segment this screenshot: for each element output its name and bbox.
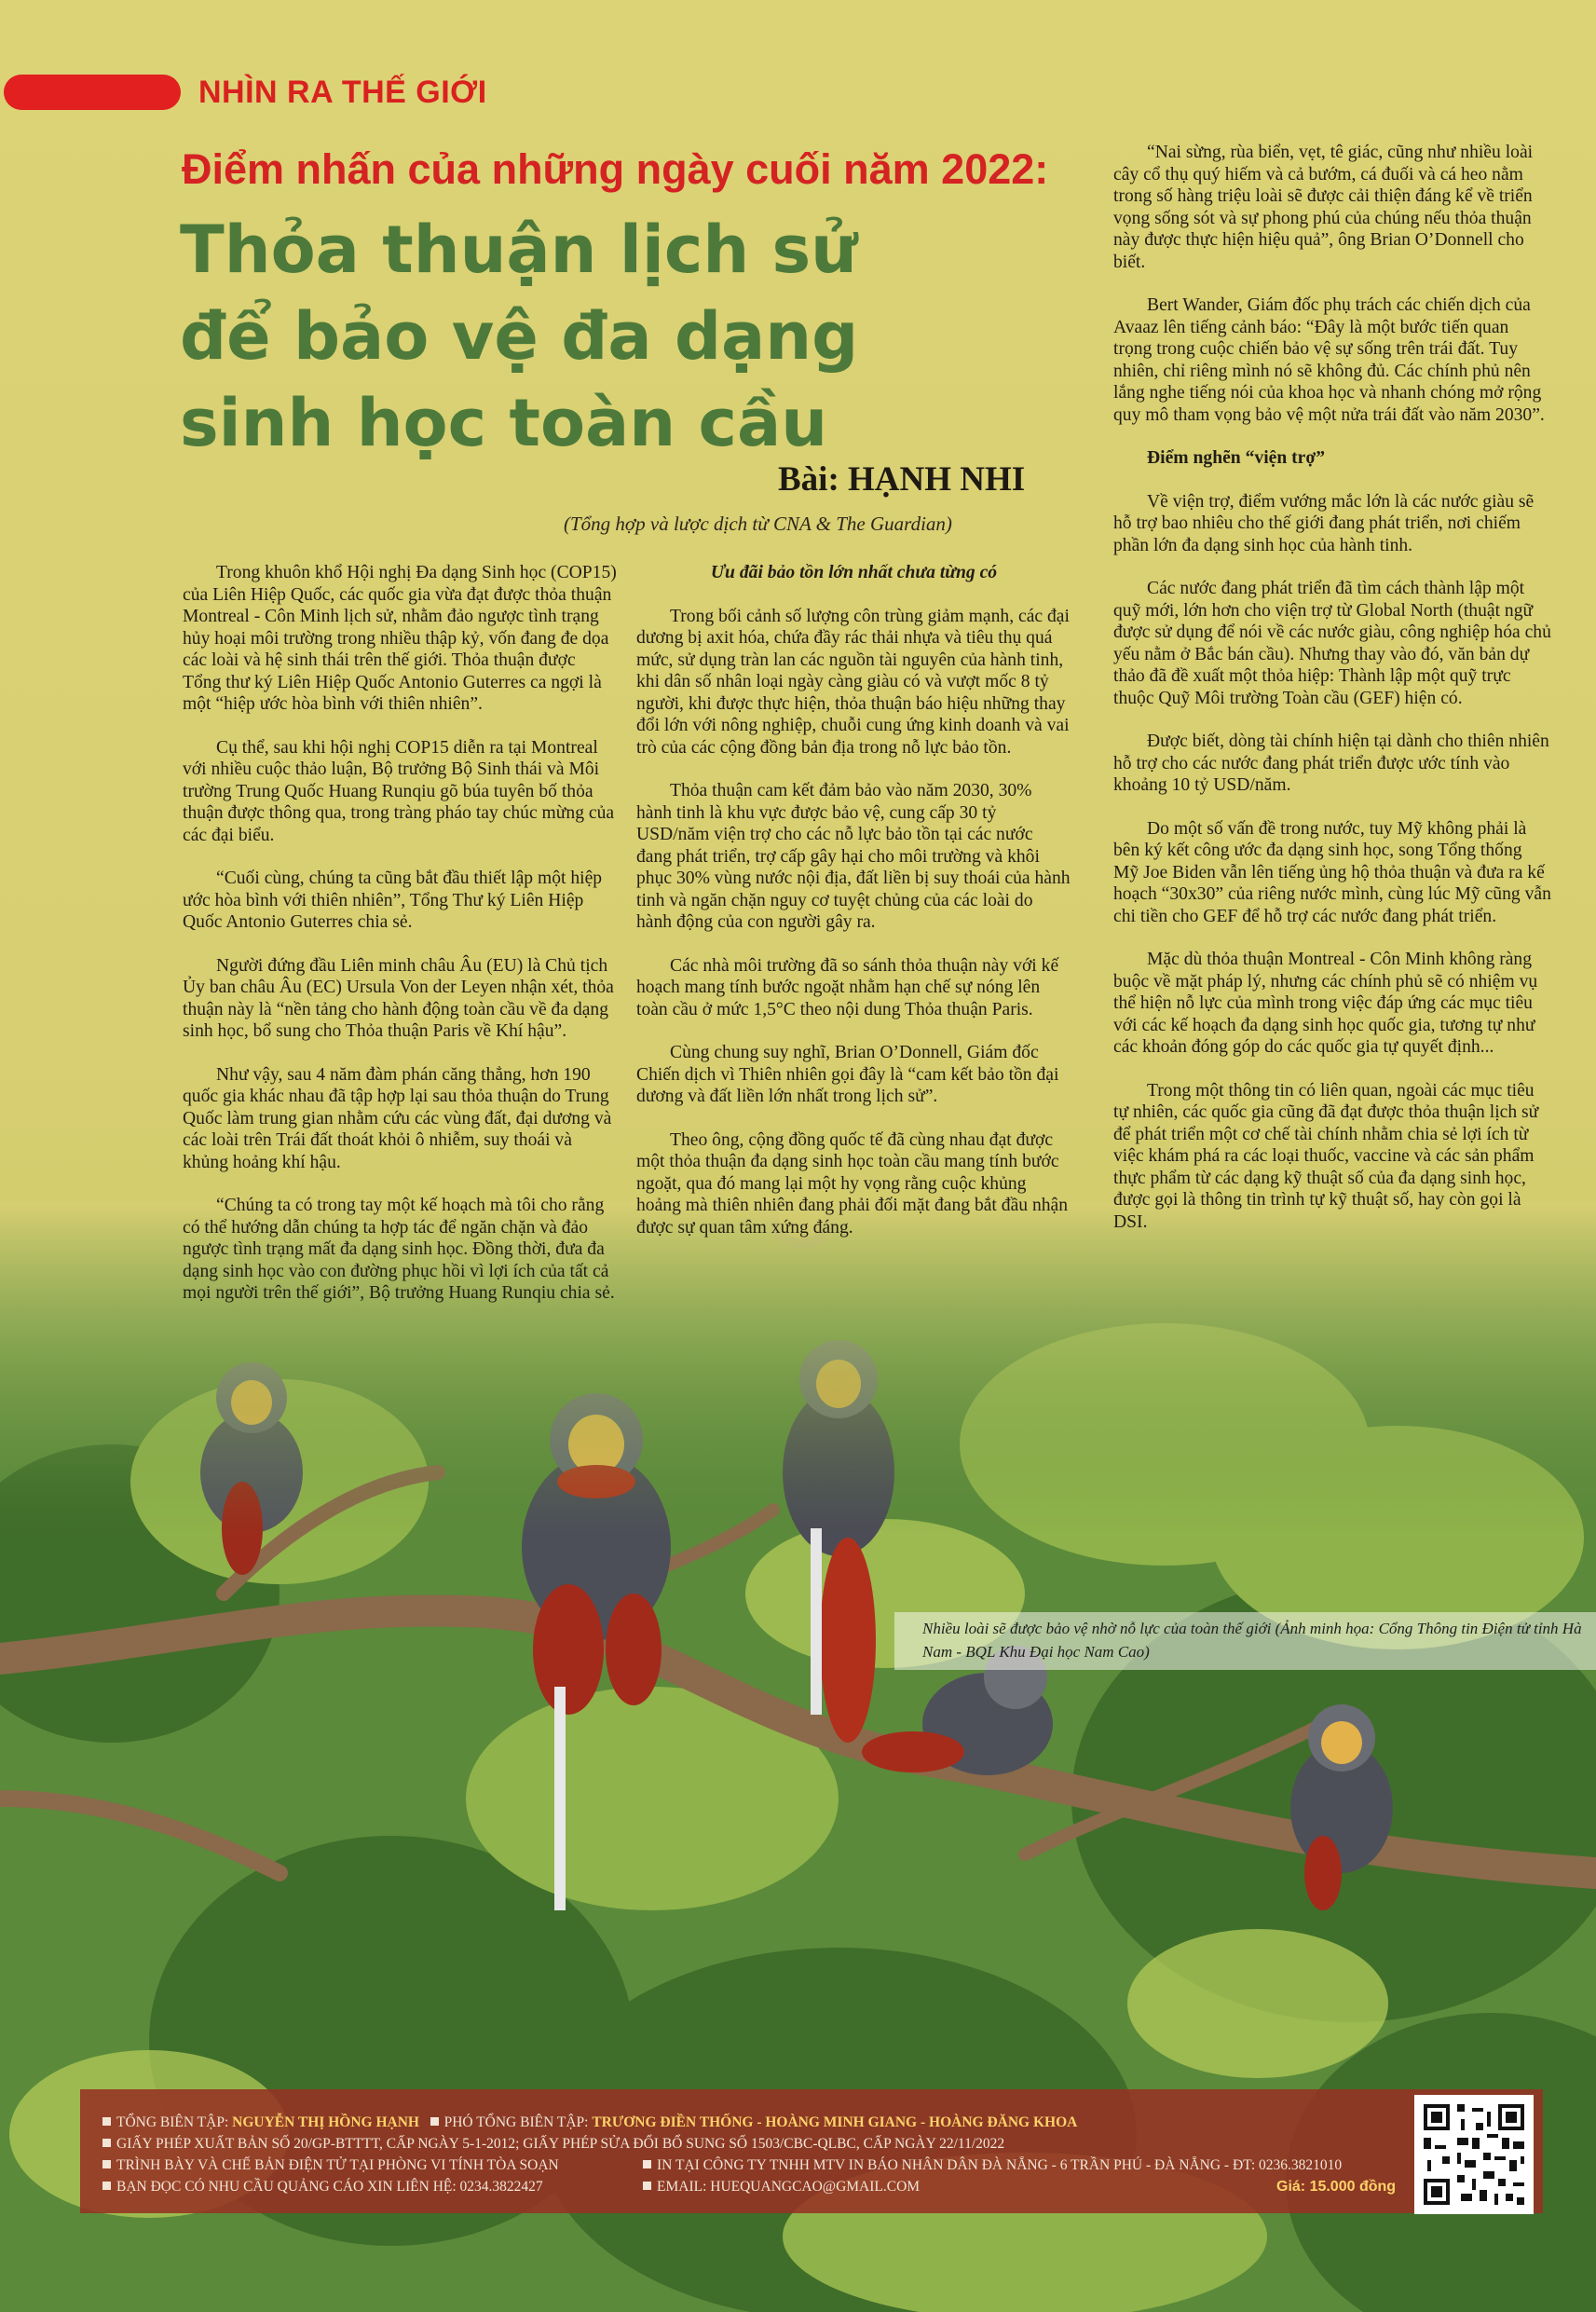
paragraph: Các nhà môi trường đã so sánh thỏa thuận này với kế hoạch mang tính bước ngoặt nhằm hạn chế sự nóng lên toàn cầu ở mức 1,5°C theo nội dung Thỏa thuận Paris. <box>636 955 1059 1019</box>
deputy-editors: TRƯƠNG ĐIỀN THỐNG - HOÀNG MINH GIANG - HOÀNG ĐĂNG KHOA <box>592 2114 1078 2130</box>
paragraph: Mặc dù thỏa thuận Montreal - Côn Minh không ràng buộc về mặt pháp lý, nhưng các chính phủ sẽ có nhiệm vụ thể hiện nỗ lực của mình trong việc đáp ứng các mục tiêu với các kế hoạch đa dạng sinh học quốc gia, tương tự như các khoản đóng góp do các quốc gia tự quyết định... <box>1113 950 1538 1057</box>
section-accent-bar <box>4 75 181 110</box>
masthead-footer <box>80 2089 1543 2213</box>
paragraph: Bert Wander, Giám đốc phụ trách các chiến dịch của Avaaz lên tiếng cảnh báo: “Đây là một bước tiến quan trọng trong cuộc chiến bảo vệ sự sống trên trái đất. Tuy nhiên, chỉ riêng mình nó sẽ không đủ. Các chính phủ nên lắng nghe tiếng nói của khoa học và nhanh chóng mở rộng quy mô tham vọng bảo vệ một nửa trái đất vào năm 2030”. <box>1113 295 1545 425</box>
subheading: Điểm nghẽn “viện trợ” <box>1147 448 1325 468</box>
column-2 <box>636 562 1071 1260</box>
paragraph: Theo ông, cộng đồng quốc tế đã cùng nhau đạt được một thỏa thuận đa dạng sinh học toàn cầu mang tính bước ngoặt, qua đó mang lại một hy vọng rằng cuộc khủng hoảng mà thiên nhiên đang phải đối mặt đang bắt đầu nhận được sự quan tâm xứng đáng. <box>636 1129 1069 1238</box>
headline-line-3: sinh học toàn cầu <box>180 385 828 461</box>
paragraph: Thỏa thuận cam kết đảm bảo vào năm 2030, 30% hành tinh là khu vực được bảo vệ, cung cấp 30 tỷ USD/năm viện trợ cho các nỗ lực bảo tồn tại các nước đang phát triển, trợ cấp gây hại cho môi trường và khôi phục 30% vùng nước nội địa, đất liền bị suy thoái của hành tinh và ngăn chặn nguy cơ tuyệt chủng của các loài do hành động của con người gây ra. <box>636 781 1071 932</box>
paragraph: “Nai sừng, rùa biển, vẹt, tê giác, cũng như nhiều loài cây cổ thụ quý hiếm và cả bướm, cá đuối và cá heo nằm trong số hàng triệu loài sẽ được cải thiện đáng kể về triển vọng sống sót và sự phong phú của chúng nếu thỏa thuận này được thực hiện hiệu quả”, ông Brian O’Donnell cho biết. <box>1113 143 1534 272</box>
column-3 <box>1113 142 1551 1254</box>
section-label: NHÌN RA THẾ GIỚI <box>198 75 487 110</box>
byline: Bài: HẠNH NHI <box>778 460 1026 499</box>
paragraph: Như vậy, sau 4 năm đàm phán căng thẳng, hơn 190 quốc gia khác nhau đã tập hợp lại sau thỏa thuận do Trung Quốc làm trung gian nhằm cứu các vùng đất, đại dương và các loài trên Trái đất thoát khỏi ô nhiễm, suy thoái và khủng hoảng khí hậu. <box>183 1064 612 1172</box>
paragraph: Trong bối cảnh số lượng côn trùng giảm mạnh, các đại dương bị axit hóa, chứa đầy rác thải nhựa và tiêu thụ quá mức, sử dụng tràn lan các nguồn tài nguyên của hành tinh, khi dân số nhân loại ngày càng giàu có và vượt mốc 8 tỷ người, khi được thực hiện, thỏa thuận báo hiệu những thay đổi lớn với nông nghiệp, chuỗi cung ứng kinh doanh và vai trò của các cộng đồng bản địa trong nỗ lực bảo tồn. <box>636 606 1070 758</box>
price: Giá: 15.000 đồng <box>1276 2179 1397 2195</box>
photo-caption: Nhiều loài sẽ được bảo vệ nhờ nỗ lực của toàn thế giới (Ảnh minh họa: Cổng Thông tin Điện tử tỉnh Hà Nam - BQL Khu Đại học Nam Cao) <box>894 1612 1596 1670</box>
paragraph: Các nước đang phát triển đã tìm cách thành lập một quỹ mới, lớn hơn cho viện trợ từ Global North (thuật ngữ được sử dụng để nói về các nước giàu, công nghiệp hóa chủ yếu nằm ở Bắc bán cầu). Nhưng thay vào đó, văn bản dự thảo đã đề xuất một thỏa hiệp: Thành lập một quỹ trực thuộc Quỹ Môi trường Toàn cầu (GEF) hiện có. <box>1113 579 1551 708</box>
paragraph: Do một số vấn đề trong nước, tuy Mỹ không phải là bên ký kết công ước đa dạng sinh học, song Tổng thống Mỹ Joe Biden vẫn lên tiếng ủng hộ thỏa thuận và đưa ra kế hoạch “30x30” của riêng nước mình, cùng lúc Mỹ cũng vẫn chi tiền cho GEF để hỗ trợ các nước đang phát triển. <box>1113 818 1551 926</box>
footer-row-editors: TỔNG BIÊN TẬP: NGUYỄN THỊ HỒNG HẠNH PHÓ TỔNG BIÊN TẬP: TRƯƠNG ĐIỀN THỐNG - HOÀNG MINH GIANG - HOÀNG ĐĂNG KHOA <box>102 2112 1543 2133</box>
paragraph: Trong một thông tin có liên quan, ngoài các mục tiêu tự nhiên, các quốc gia cũng đã đạt được thỏa thuận lịch sử để phát triển một cơ chế tài chính nhằm chia sẻ lợi ích từ việc khám phá ra các loại thuốc, vaccine và các sản phẩm thực phẩm từ các dạng kỹ thuật số của đa dạng sinh học, được gọi là thông tin trình tự kỹ thuật số, hay còn gọi là DSI. <box>1113 1080 1539 1232</box>
paragraph: Người đứng đầu Liên minh châu Âu (EU) là Chủ tịch Ủy ban châu Âu (EC) Ursula Von der Leyen nhận xét, thỏa thuận này là “nền tảng cho hành động toàn cầu về đa dạng sinh học, bổ sung cho Thỏa thuận Paris về Khí hậu”. <box>183 955 614 1041</box>
source-credit: (Tổng hợp và lược dịch từ CNA & The Guardian) <box>564 513 952 535</box>
column-1 <box>183 562 618 1326</box>
footer-row-contact: BẠN ĐỌC CÓ NHU CẦU QUẢNG CÁO XIN LIÊN HỆ: 0234.3822427 EMAIL: HUEQUANGCAO@GMAIL.COM Giá: 15.000 đồng <box>102 2176 1543 2197</box>
paragraph: “Chúng ta có trong tay một kế hoạch mà tôi cho rằng có thể hướng dẫn chúng ta hợp tác để ngăn chặn và đảo ngược tình trạng mất đa dạng sinh học. Đồng thời, đưa đa dạng sinh học vào con đường phục hồi vì lợi ích của tất cả mọi người trên thế giới”, Bộ trưởng Huang Runqiu chia sẻ. <box>183 1196 615 1303</box>
paragraph: “Cuối cùng, chúng ta cũng bắt đầu thiết lập một hiệp ước hòa bình với thiên nhiên”, Tổng Thư ký Liên Hiệp Quốc Antonio Guterres chia sẻ. <box>183 869 603 932</box>
article-headline <box>180 207 1018 467</box>
headline-line-1: Thỏa thuận lịch sử <box>180 212 858 288</box>
paragraph: Cụ thể, sau khi hội nghị COP15 diễn ra tại Montreal với nhiều cuộc thảo luận, Bộ trưởng Bộ Sinh thái và Môi trường Trung Quốc Huang Runqiu gõ búa tuyên bố thỏa thuận được thông qua, trong tràng pháo tay chúc mừng của các đại biểu. <box>183 737 615 845</box>
paragraph: Cùng chung suy nghĩ, Brian O’Donnell, Giám đốc Chiến dịch vì Thiên nhiên gọi đây là “cam kết bảo tồn đại dương và đất liền lớn nhất trong lịch sử”. <box>636 1043 1059 1106</box>
headline-line-2: để bảo vệ đa dạng <box>180 298 859 375</box>
paragraph: Về viện trợ, điểm vướng mắc lớn là các nước giàu sẽ hỗ trợ bao nhiêu cho thế giới đang phát triển, nơi chiếm phần lớn đa dạng sinh học của hành tinh. <box>1113 491 1535 555</box>
footer-row-layout: TRÌNH BÀY VÀ CHẾ BẢN ĐIỆN TỬ TẠI PHÒNG VI TÍNH TÒA SOẠN IN TẠI CÔNG TY TNHH MTV IN BÁO NHÂN DÂN ĐÀ NẴNG - 6 TRẦN PHÚ - ĐÀ NẴNG - ĐT: 0236.3821010 <box>102 2155 1543 2176</box>
footer-row-license: GIẤY PHÉP XUẤT BẢN SỐ 20/GP-BTTTT, CẤP NGÀY 5-1-2012; GIẤY PHÉP SỬA ĐỔI BỔ SUNG SỐ 1503/CBC-QLBC, CẤP NGÀY 22/11/2022 <box>102 2133 1543 2155</box>
paragraph: Trong khuôn khổ Hội nghị Đa dạng Sinh học (COP15) của Liên Hiệp Quốc, các quốc gia vừa đạt được thỏa thuận Montreal - Côn Minh lịch sử, nhằm đảo ngược tình trạng hủy hoại môi trường trong nhiều thập kỷ, vốn đang đe dọa các loài và hệ sinh thái trên thế giới. Thỏa thuận được Tổng thư ký Liên Hiệp Quốc Antonio Guterres ca ngợi là một “hiệp ước hòa bình với thiên nhiên”. <box>183 563 617 714</box>
qr-code-icon <box>1414 2095 1534 2214</box>
article-kicker: Điểm nhấn của những ngày cuối năm 2022: <box>182 145 1049 193</box>
subheading: Ưu đãi bảo tồn lớn nhất chưa từng có <box>710 563 998 582</box>
editor-in-chief: NGUYỄN THỊ HỒNG HẠNH <box>232 2114 419 2130</box>
paragraph: Được biết, dòng tài chính hiện tại dành cho thiên nhiên hỗ trợ cho các nước đang phát triển được ước tính vào khoảng 10 tỷ USD/năm. <box>1113 732 1549 795</box>
